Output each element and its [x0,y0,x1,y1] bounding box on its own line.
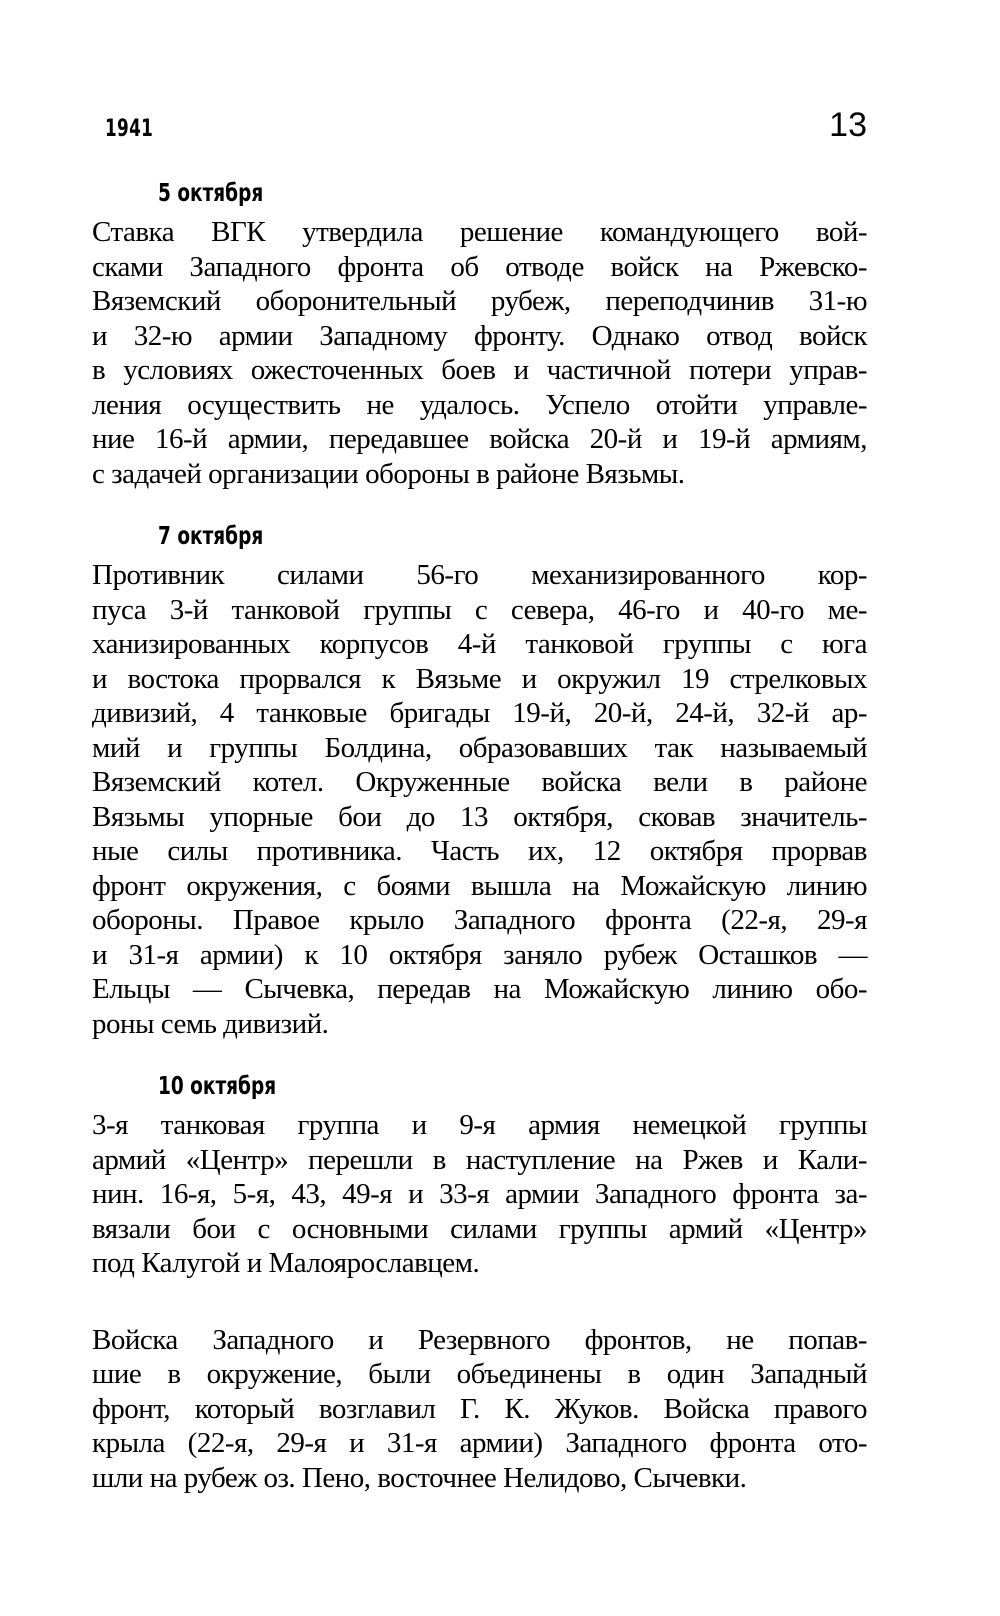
entry-summary [92,1323,867,1496]
text-line: ние 16-й армии, передавшее войска 20-й и 19-й армиям, [92,423,867,455]
text-line: крыла (22-я, 29-я и 31-я армии) Западного фронта ото- [92,1427,867,1459]
text-line: в условиях ожесточенных боев и частичной потери управ- [92,354,867,386]
text-line: роны семь дивизий. [92,1007,329,1040]
entry-october-7 [92,523,867,1041]
text-line: сками Западного фронта об отводе войск на Ржевско- [92,250,867,283]
text-line: Ельцы — Сычевка, передав на Можайскую линию обо- [92,973,867,1005]
text-line: и 31-я армии) к 10 октября заняло рубеж Осташков — [92,938,867,971]
text-line: мий и группы Болдина, образовавших так называемый [92,731,867,764]
text-line: 3-я танковая группа и 9-я армия немецкой группы [92,1109,867,1141]
text-line: дивизий, 4 танковые бригады 19-й, 20-й, 24-й, 32-й ар- [92,697,867,729]
text-line: Вязьмы упорные бои до 13 октября, сковав значитель- [92,800,867,833]
text-line: нин. 16-я, 5-я, 43, 49-я и 33-я армии Западного фронта за- [92,1178,867,1210]
text-line: армий «Центр» перешли в наступление на Ржев и Кали- [92,1143,867,1176]
text-line: Вяземский котел. Окруженные войска вели в районе [92,766,867,798]
text-line: Противник силами 56-го механизированного кор- [92,559,867,591]
text-line: вязали бои с основными силами группы армий «Центр» [92,1212,867,1245]
text-line: ные силы противника. Часть их, 12 октября прорвав [92,835,867,867]
text-line: шие в окружение, были объединены в один Западный [92,1358,867,1390]
entry-paragraph [92,558,867,1041]
text-line: Вяземский оборонительный рубеж, переподчинив 31-ю [92,285,867,317]
page-number: 13 [829,106,867,144]
text-line: обороны. Правое крыло Западного фронта (22-я, 29-я [92,904,867,936]
text-line: шли на рубеж оз. Пено, восточнее Нелидово, Сычевки. [92,1461,747,1494]
text-line: Войска Западного и Резервного фронтов, не попав- [92,1323,867,1356]
text-line: пуса 3-й танковой группы с севера, 46-го и 40-го ме- [92,593,867,626]
text-line: и 32-ю армии Западному фронту. Однако отвод войск [92,319,867,352]
entry-date-heading: 7 октября [158,521,264,550]
text-line: Ставка ВГК утвердила решение командующего вой- [92,216,867,248]
entry-date-heading: 5 октября [158,178,264,207]
entry-october-5 [92,180,867,491]
text-line: с задачей организации обороны в районе Вязьмы. [92,457,685,490]
text-line: под Калугой и Малоярославцем. [92,1247,480,1279]
entry-october-10 [92,1073,867,1281]
entry-paragraph [92,1323,867,1496]
page-header [92,108,867,142]
text-line: ханизированных корпусов 4-й танковой группы с юга [92,628,867,660]
entry-paragraph [92,1108,867,1281]
running-head-year: 1941 [105,114,154,142]
text-line: и востока прорвался к Вязьме и окружил 19 стрелковых [92,662,867,695]
text-line: ления осуществить не удалось. Успело отойти управле- [92,388,867,421]
entry-paragraph [92,215,867,491]
text-line: фронт, который возглавил Г. К. Жуков. Войска правого [92,1392,867,1425]
text-line: фронт окружения, с боями вышла на Можайскую линию [92,869,867,902]
entry-date-heading: 10 октября [158,1071,277,1100]
